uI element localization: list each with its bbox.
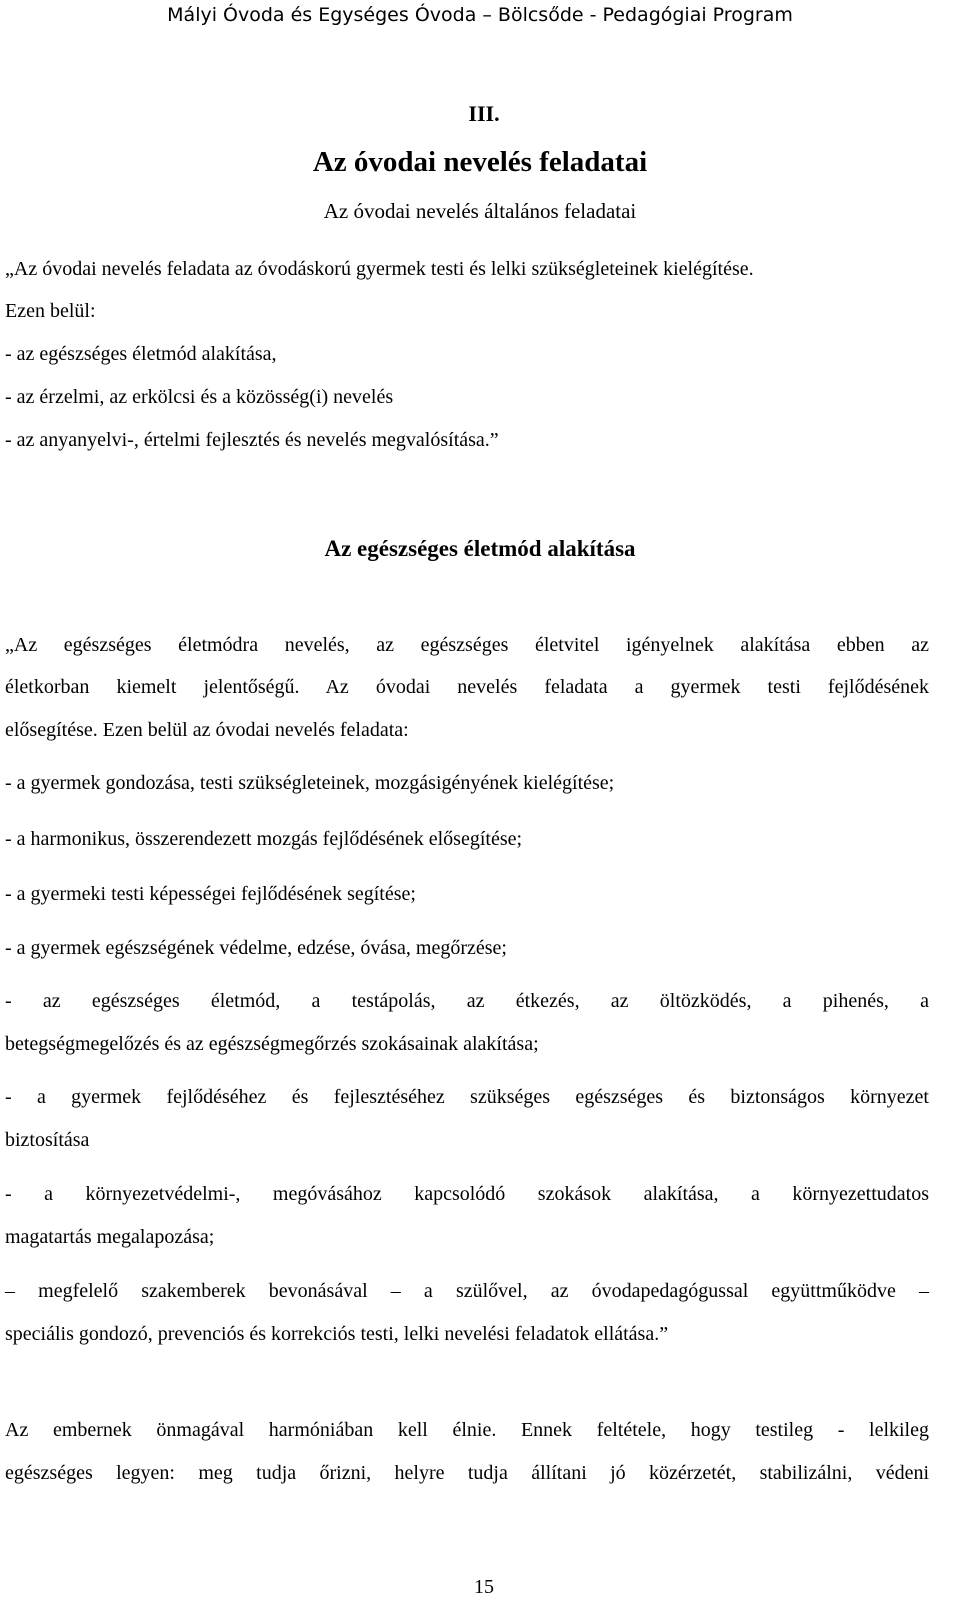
chapter-subtitle: Az óvodai nevelés általános feladatai <box>323 199 637 223</box>
closing-line: Az embernek önmagával harmóniában kell élnie. Ennek feltétele, hogy testileg - lelkileg <box>5 1419 929 1441</box>
task-item: - a gyermek fejlődéséhez és fejlesztéséhez szükséges egészséges és biztonságos környezet <box>5 1086 929 1108</box>
intro-quote-line: „Az óvodai nevelés feladata az óvodáskorú gyermek testi és lelki szükségleteinek kielégítése. <box>5 258 754 280</box>
page-number: 15 <box>474 1576 494 1598</box>
task-item: - a harmonikus, összerendezett mozgás fejlődésének elősegítése; <box>5 828 523 850</box>
task-item: magatartás megalapozása; <box>5 1226 215 1248</box>
chapter-title: Az óvodai nevelés feladatai <box>312 146 648 178</box>
task-item: - a gyermek egészségének védelme, edzése, óvása, megőrzése; <box>5 937 507 959</box>
closing-line: egészséges legyen: meg tudja őrizni, helyre tudja állítani jó közérzetét, stabilizálni, védeni <box>5 1462 929 1484</box>
task-item: – megfelelő szakemberek bevonásával – a szülővel, az óvodapedagógussal együttműködve – <box>5 1280 929 1302</box>
task-item: - a környezetvédelmi-, megóvásához kapcsolódó szokások alakítása, a környezettudatos <box>5 1183 929 1205</box>
chapter-number: III. <box>468 101 500 126</box>
running-header: Mályi Óvoda és Egységes Óvoda – Bölcsőde - Pedagógiai Program <box>167 4 793 26</box>
section-title: Az egészséges életmód alakítása <box>324 536 636 561</box>
paragraph-line: életkorban kiemelt jelentőségű. Az óvodai nevelés feladata a gyermek testi fejlődésének <box>5 676 929 698</box>
intro-quote-line: Ezen belül: <box>5 300 96 322</box>
task-item: betegségmegelőzés és az egészségmegőrzés szokásainak alakítása; <box>5 1033 539 1055</box>
intro-quote-line: - az egészséges életmód alakítása, <box>5 343 277 365</box>
task-item: speciális gondozó, prevenciós és korrekciós testi, lelki nevelési feladatok ellátása.” <box>5 1323 669 1345</box>
task-item: - a gyermek gondozása, testi szükségleteinek, mozgásigényének kielégítése; <box>5 772 615 794</box>
paragraph-line: „Az egészséges életmódra nevelés, az egészséges életvitel igényelnek alakítása ebben az <box>5 634 929 656</box>
intro-quote-line: - az anyanyelvi-, értelmi fejlesztés és nevelés megvalósítása.” <box>5 429 499 451</box>
intro-quote-line: - az érzelmi, az erkölcsi és a közösség(i) nevelés <box>5 386 394 408</box>
task-item: biztosítása <box>5 1129 90 1151</box>
task-item: - a gyermeki testi képességei fejlődésének segítése; <box>5 883 416 905</box>
paragraph-line: elősegítése. Ezen belül az óvodai nevelés feladata: <box>5 719 409 741</box>
task-item: - az egészséges életmód, a testápolás, az étkezés, az öltözködés, a pihenés, a <box>5 990 929 1012</box>
